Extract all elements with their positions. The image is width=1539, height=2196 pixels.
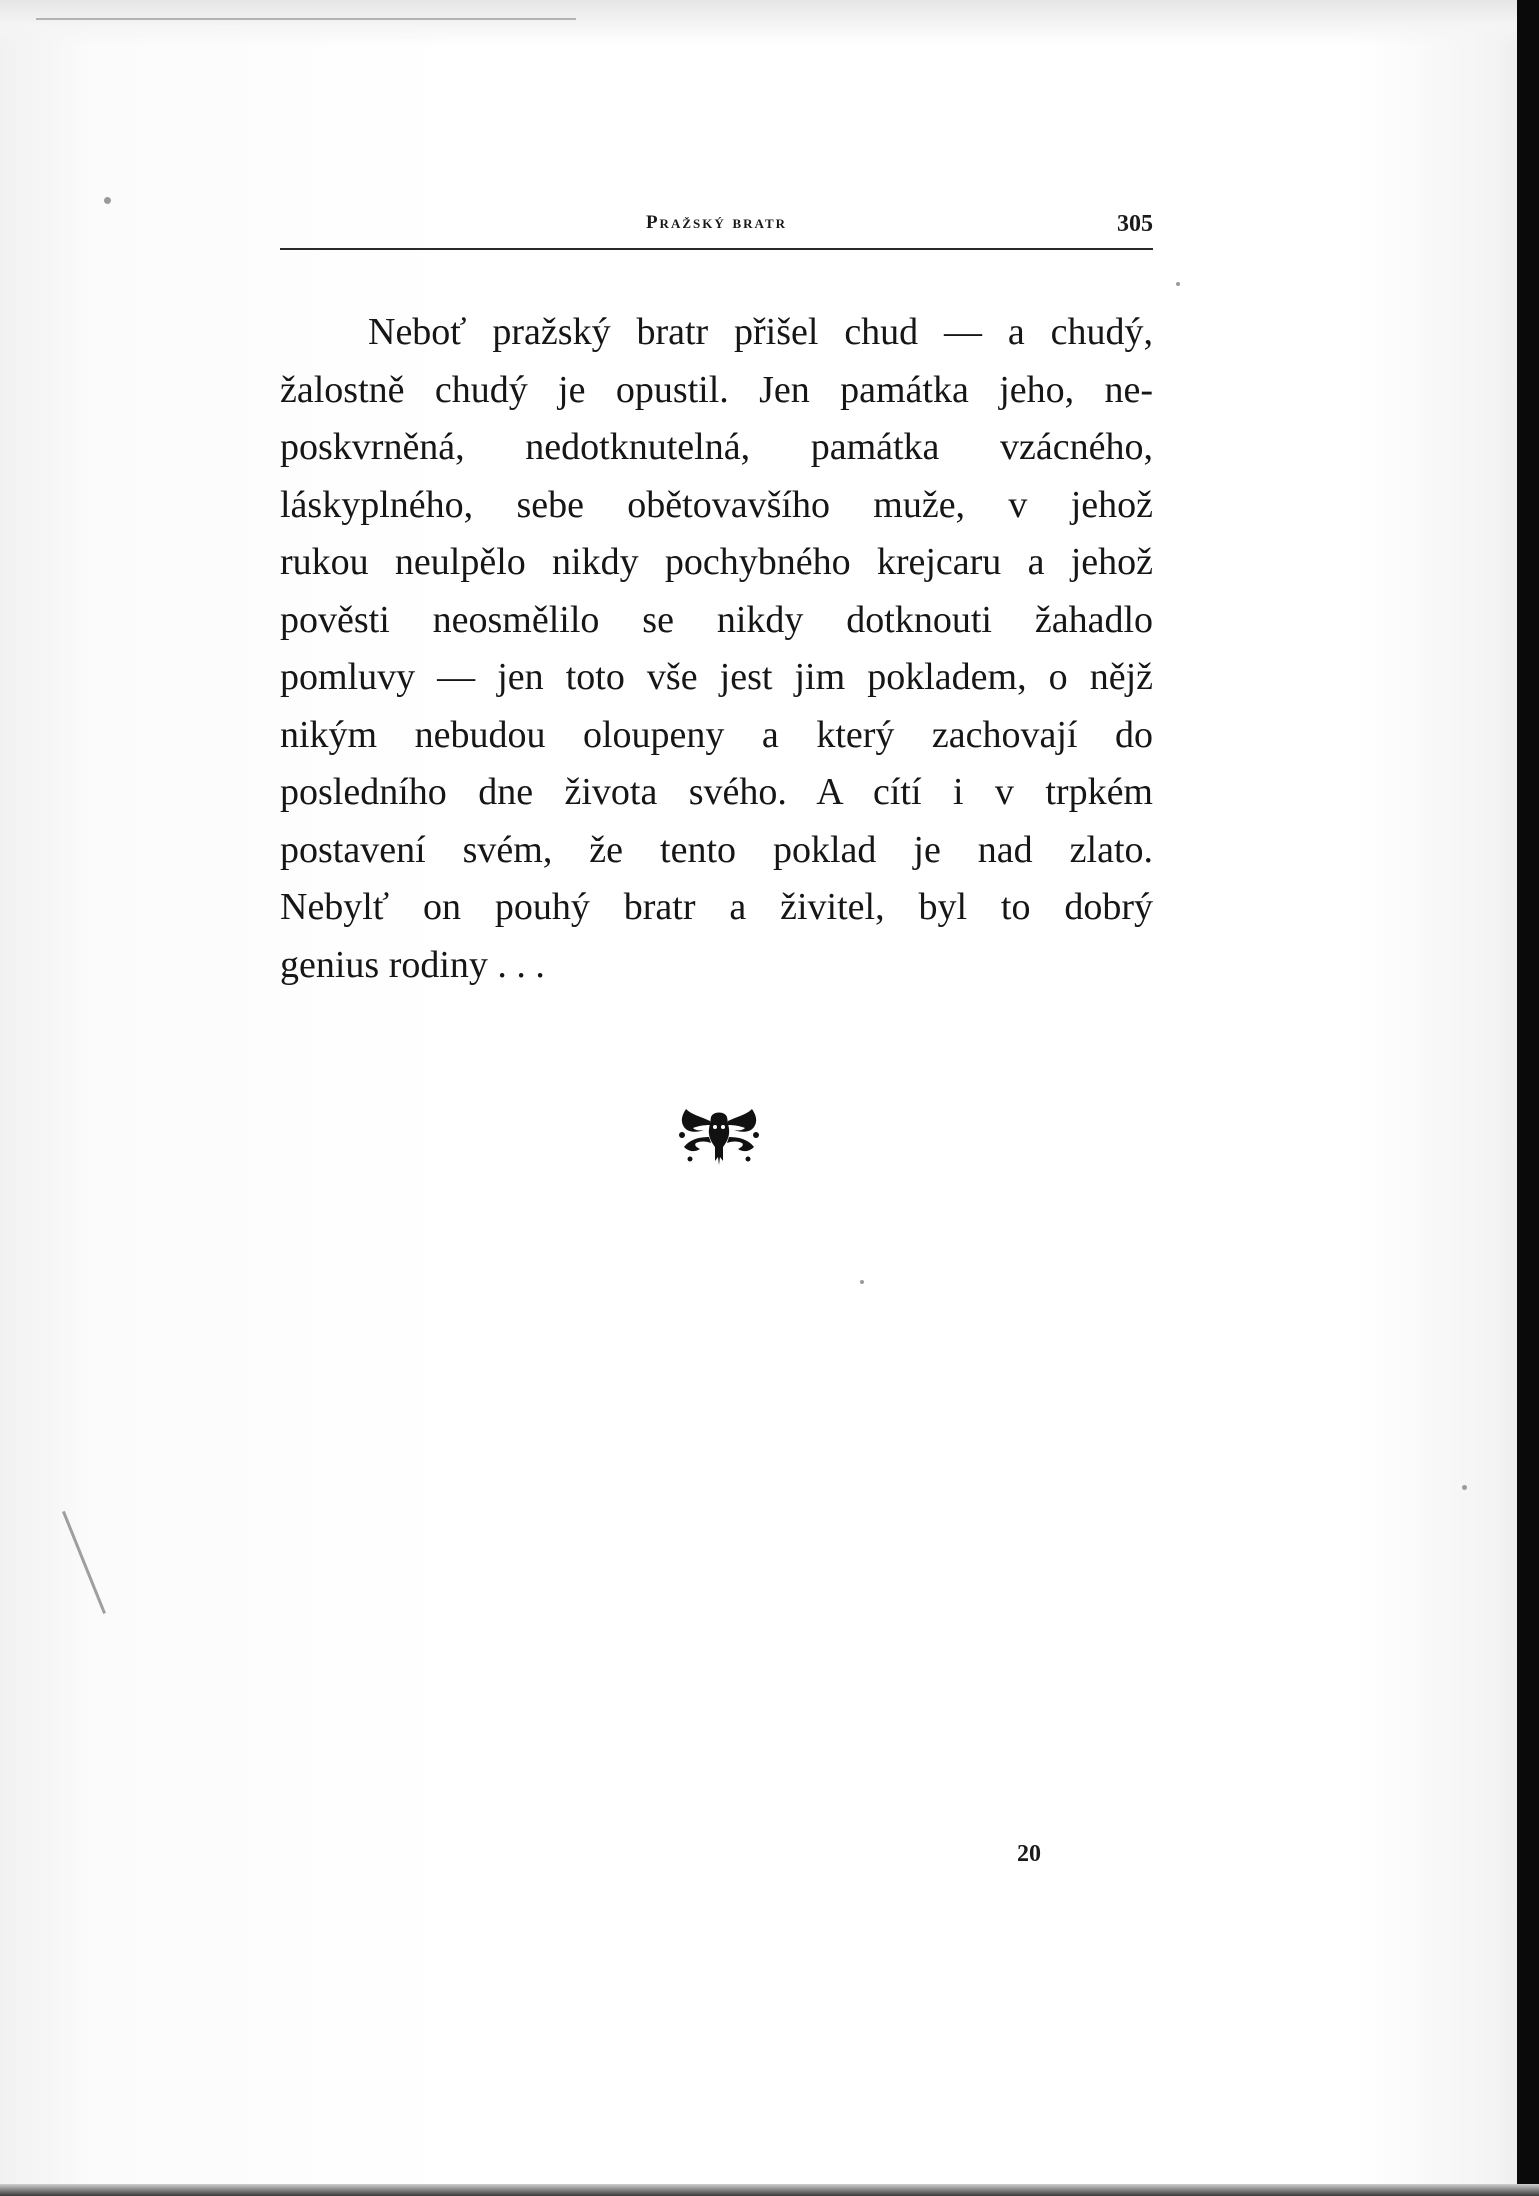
text-line: pomluvy — jen toto vše jest jim pokladem, o nějž xyxy=(280,656,1153,698)
text-line: postavení svém, že tento poklad je nad zlato. xyxy=(280,828,1153,871)
page-number: 305 xyxy=(1117,211,1153,237)
text-line: žalostně chudý je opustil. Jen památka jeho, ne- xyxy=(280,368,1153,411)
text-line: rukou neulpělo nikdy pochybného krejcaru a jehož xyxy=(280,541,1153,583)
scan-scratch xyxy=(62,1511,106,1614)
body-paragraph xyxy=(280,304,1153,994)
page-top-edge xyxy=(0,0,1539,46)
scan-speck xyxy=(104,197,111,204)
text-line: nikým nebudou oloupeny a který zachovají do xyxy=(280,713,1153,756)
signature-mark: 20 xyxy=(1017,1841,1041,1867)
scan-speck xyxy=(1462,1485,1467,1490)
text-line: pověsti neosmělilo se nikdy dotknouti žahadlo xyxy=(280,598,1153,641)
text-line: genius rodiny . . . xyxy=(280,943,545,986)
text-line: láskyplného, sebe obětovavšího muže, v jehož xyxy=(280,483,1153,526)
text-line: Neboť pražský bratr přišel chud — a chudý, xyxy=(368,311,1153,353)
header-rule xyxy=(280,248,1153,250)
fleuron-ornament-icon xyxy=(676,1107,762,1171)
scan-bottom-border xyxy=(0,2184,1539,2196)
scan-scratch xyxy=(36,18,576,20)
scan-right-border xyxy=(1517,0,1539,2196)
page-header xyxy=(280,212,1153,248)
running-title: Pražský bratr xyxy=(645,212,788,233)
text-line: posledního dne života svého. A cítí i v trpkém xyxy=(280,771,1153,813)
text-line: Nebylť on pouhý bratr a živitel, byl to dobrý xyxy=(280,886,1153,928)
text-line: poskvrněná, nedotknutelná, památka vzácného, xyxy=(280,426,1153,468)
scan-speck xyxy=(860,1280,864,1284)
scan-speck xyxy=(1176,282,1180,286)
